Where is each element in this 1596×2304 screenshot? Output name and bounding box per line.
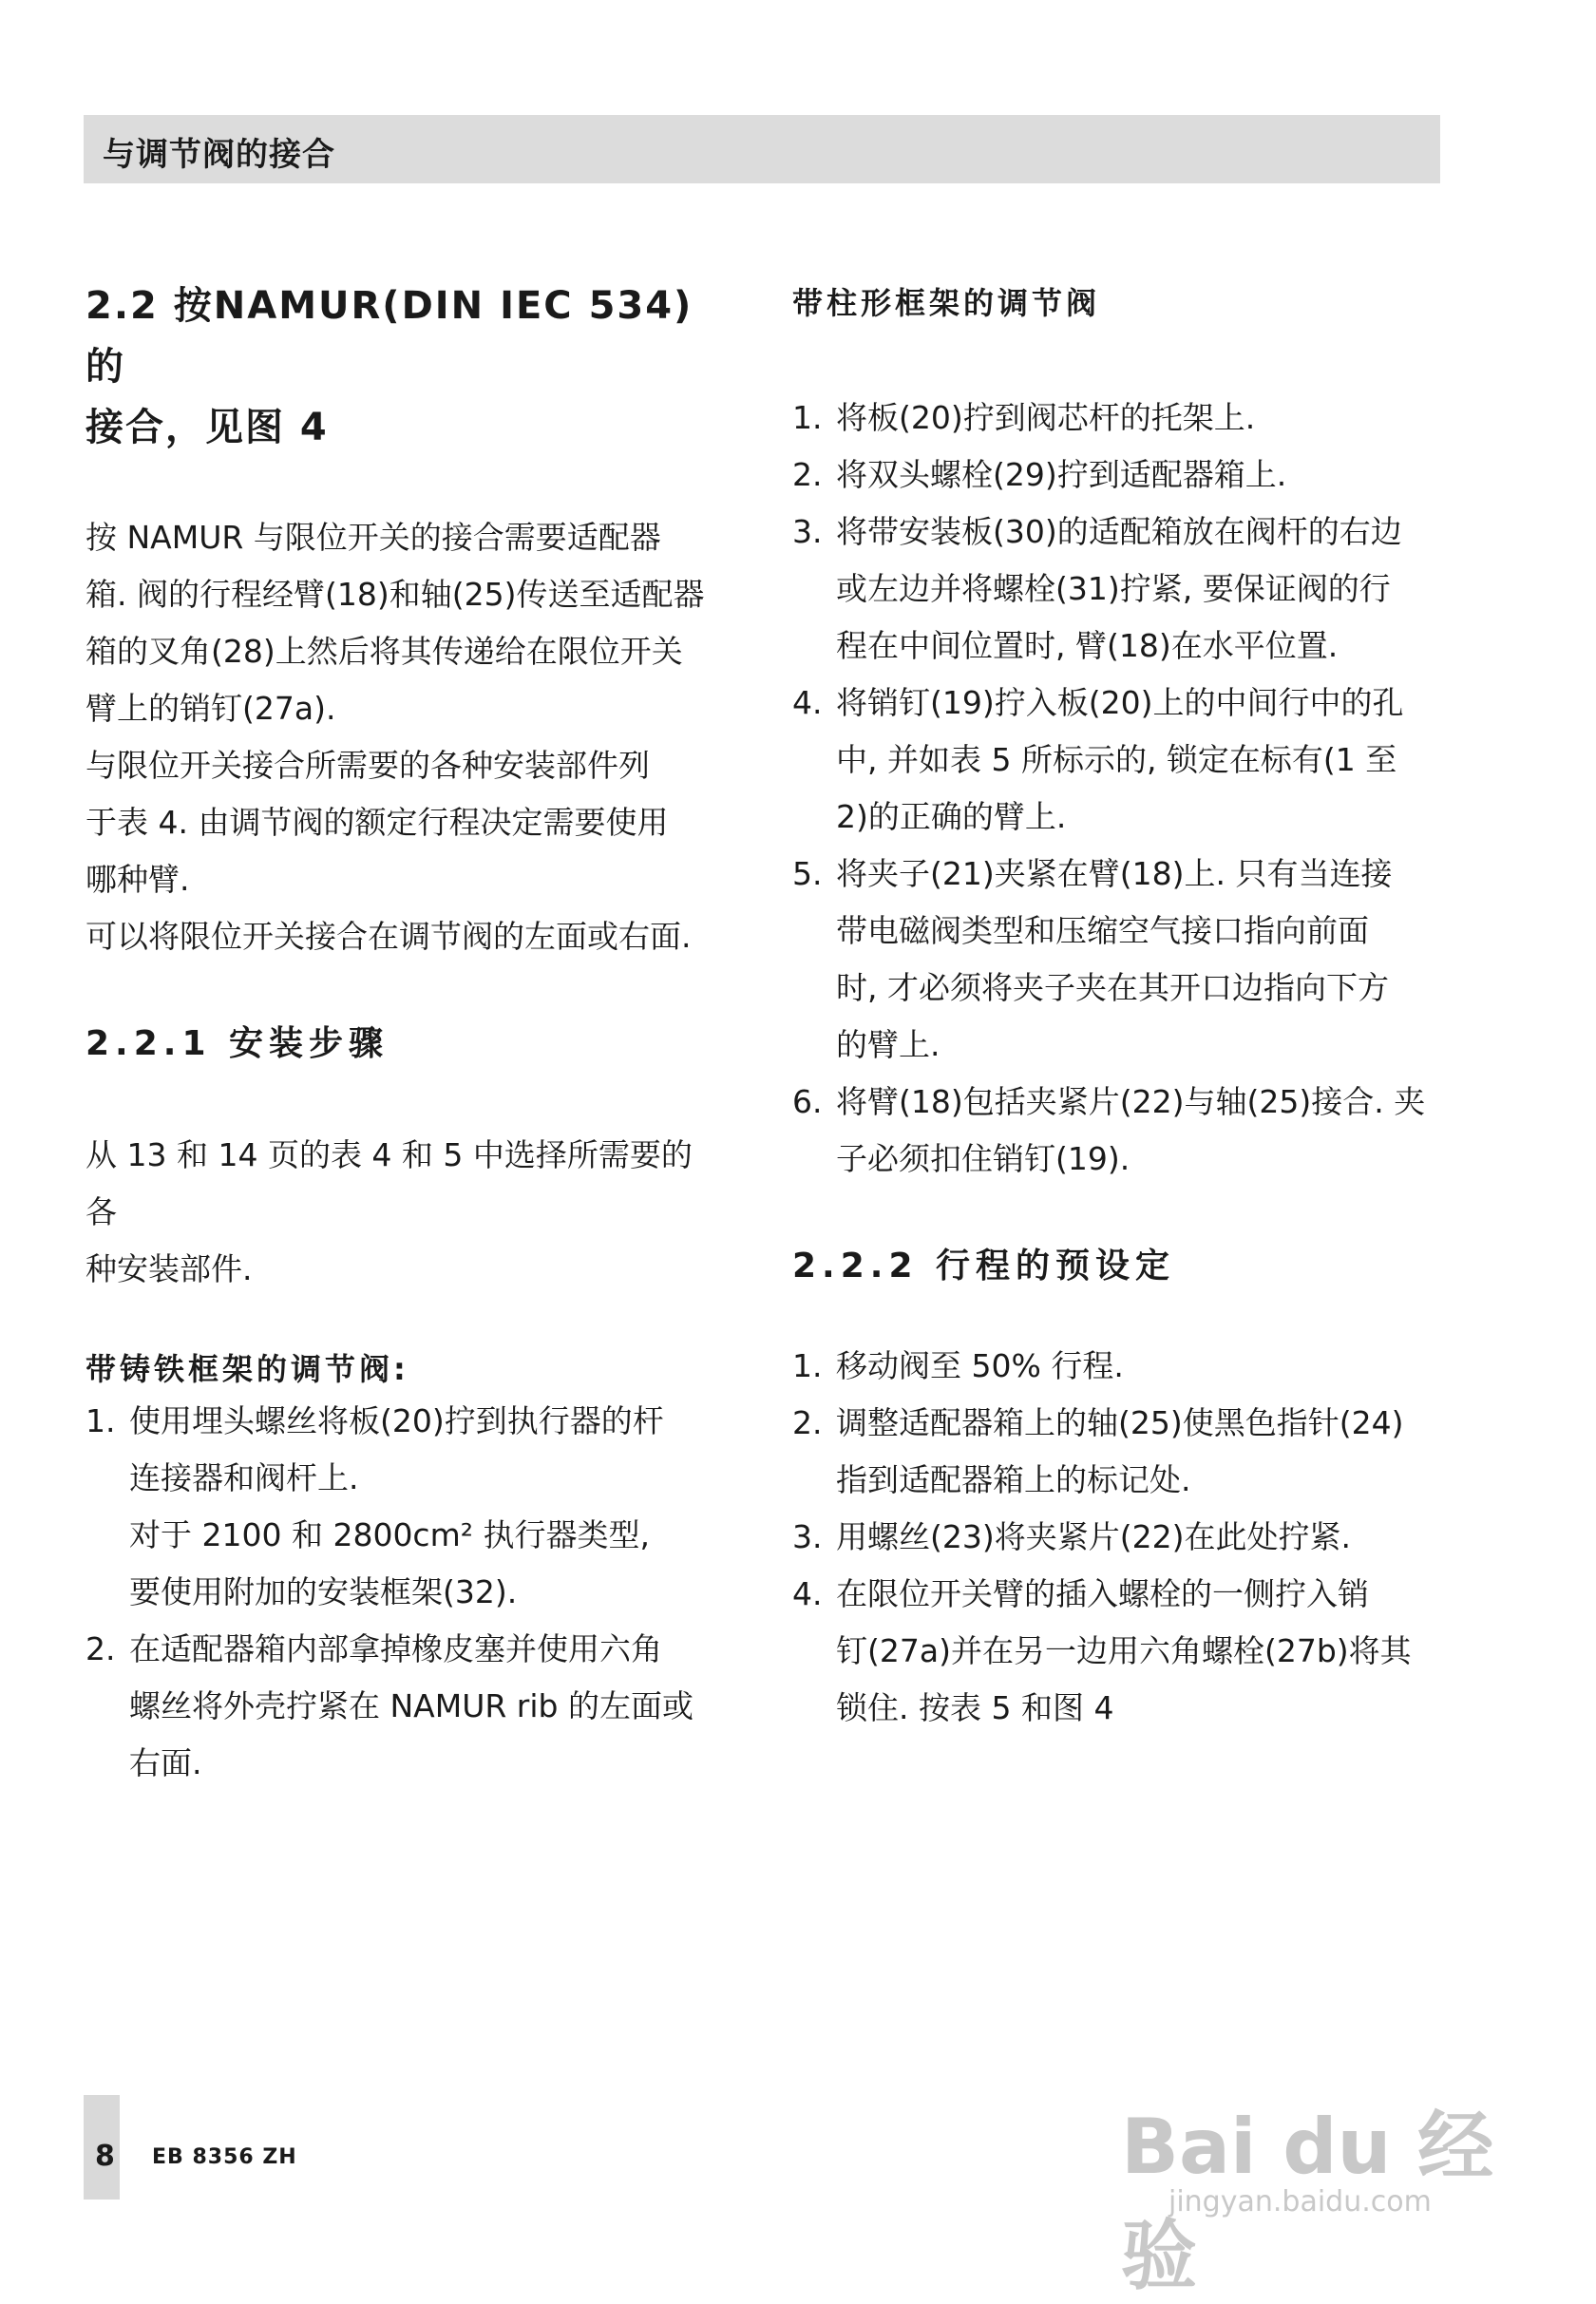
step-number: 1. — [792, 1347, 823, 1384]
watermark-url: jingyan.baidu.com — [1168, 2185, 1432, 2218]
step-number: 2. — [792, 1404, 823, 1441]
list-item — [792, 1509, 1448, 1566]
preset-steps — [792, 1338, 1448, 1737]
heading-line: 2.2 按NAMUR(DIN IEC 534)的 — [86, 284, 694, 389]
list-item — [792, 846, 1448, 1074]
text-line: 从 13 和 14 页的表 4 和 5 中选择所需要的各 — [86, 1136, 693, 1230]
step-line: 带电磁阀类型和压缩空气接口指向前面 — [836, 912, 1369, 949]
step-line: 要使用附加的安装框架(32). — [129, 1573, 518, 1610]
step-line: 将臂(18)包括夹紧片(22)与轴(25)接合. 夹 — [836, 1083, 1426, 1120]
watermark-logo: Bai du 经验 — [1121, 2103, 1494, 2300]
step-line: 连接器和阀杆上. — [129, 1459, 359, 1496]
text-line: 于表 4. 由调节阀的额定行程决定需要使用 — [86, 804, 669, 841]
step-number: 1. — [792, 399, 823, 436]
step-line: 螺丝将外壳拧紧在 NAMUR rib 的左面或 — [129, 1687, 694, 1724]
step-line: 将板(20)拧到阀芯杆的托架上. — [836, 399, 1256, 436]
text-line: 种安装部件. — [86, 1250, 253, 1287]
document-code: EB 8356 ZH — [152, 2145, 297, 2169]
list-item — [792, 675, 1448, 846]
right-column — [792, 276, 1448, 1737]
step-line: 对于 2100 和 2800cm² 执行器类型, — [129, 1516, 650, 1553]
list-item — [792, 1395, 1448, 1509]
list-item — [86, 1621, 722, 1792]
intro-paragraph — [86, 509, 722, 737]
step-line: 右面. — [129, 1744, 202, 1781]
step-line: 中, 并如表 5 所标示的, 锁定在标有(1 至 — [836, 741, 1397, 778]
page-number: 8 — [95, 2140, 115, 2173]
select-parts-paragraph — [86, 1127, 722, 1298]
step-line: 使用埋头螺丝将板(20)拧到执行器的杆 — [129, 1402, 664, 1439]
step-number: 1. — [86, 1402, 116, 1439]
step-line: 钉(27a)并在另一边用六角螺栓(27b)将其 — [836, 1632, 1412, 1669]
text-line: 箱. 阀的行程经臂(18)和轴(25)传送至适配器 — [86, 576, 705, 613]
step-number: 2. — [792, 456, 823, 493]
section-2-2-2-heading: 2.2.2 行程的预设定 — [792, 1247, 1176, 1285]
step-line: 移动阀至 50% 行程. — [836, 1347, 1124, 1384]
step-line: 锁住. 按表 5 和图 4 — [836, 1689, 1114, 1726]
list-item — [792, 447, 1448, 504]
step-number: 3. — [792, 513, 823, 550]
step-line: 在适配器箱内部拿掉橡皮塞并使用六角 — [129, 1630, 662, 1667]
list-item — [792, 504, 1448, 675]
step-line: 程在中间位置时, 臂(18)在水平位置. — [836, 627, 1339, 664]
step-line: 的臂上. — [836, 1026, 940, 1063]
watermark — [1121, 2085, 1520, 2300]
cast-iron-steps — [86, 1393, 722, 1792]
text-line: 按 NAMUR 与限位开关的接合需要适配器 — [86, 519, 661, 556]
list-item — [86, 1393, 722, 1621]
text-line: 哪种臂. — [86, 861, 190, 898]
parts-paragraph — [86, 737, 722, 908]
section-header-title: 与调节阀的接合 — [103, 136, 335, 174]
list-item — [792, 1566, 1448, 1737]
step-number: 5. — [792, 855, 823, 892]
mount-side-paragraph: 可以将限位开关接合在调节阀的左面或右面. — [86, 918, 692, 955]
step-line: 用螺丝(23)将夹紧片(22)在此处拧紧. — [836, 1518, 1351, 1555]
cast-iron-frame-heading: 带铸铁框架的调节阀: — [86, 1351, 409, 1387]
step-line: 将销钉(19)拧入板(20)上的中间行中的孔 — [836, 684, 1404, 721]
step-line: 或左边并将螺栓(31)拧紧, 要保证阀的行 — [836, 570, 1391, 607]
section-header-bar — [84, 115, 1440, 183]
step-line: 将双头螺栓(29)拧到适配器箱上. — [836, 456, 1287, 493]
step-line: 子必须扣住销钉(19). — [836, 1140, 1130, 1177]
step-line: 2)的正确的臂上. — [836, 798, 1067, 835]
section-2-2-1-heading: 2.2.1 安装步骤 — [86, 1024, 390, 1063]
section-2-2-heading — [86, 276, 722, 458]
text-line: 与限位开关接合所需要的各种安装部件列 — [86, 747, 650, 784]
step-line: 指到适配器箱上的标记处. — [836, 1461, 1191, 1498]
step-number: 3. — [792, 1518, 823, 1555]
left-column — [86, 276, 722, 1792]
list-item — [792, 1074, 1448, 1188]
column-frame-steps — [792, 390, 1448, 1188]
step-line: 将夹子(21)夹紧在臂(18)上. 只有当连接 — [836, 855, 1393, 892]
step-number: 4. — [792, 1575, 823, 1612]
step-number: 2. — [86, 1630, 116, 1667]
text-line: 臂上的销钉(27a). — [86, 690, 336, 727]
step-line: 调整适配器箱上的轴(25)使黑色指针(24) — [836, 1404, 1404, 1441]
list-item — [792, 1338, 1448, 1395]
step-line: 将带安装板(30)的适配箱放在阀杆的右边 — [836, 513, 1402, 550]
heading-line: 接合，见图 4 — [86, 406, 329, 449]
text-line: 箱的叉角(28)上然后将其传递给在限位开关 — [86, 633, 683, 670]
step-line: 在限位开关臂的插入螺栓的一侧拧入销 — [836, 1575, 1369, 1612]
step-number: 6. — [792, 1083, 823, 1120]
step-number: 4. — [792, 684, 823, 721]
step-line: 时, 才必须将夹子夹在其开口边指向下方 — [836, 969, 1389, 1006]
column-frame-heading: 带柱形框架的调节阀 — [792, 285, 1101, 321]
list-item — [792, 390, 1448, 447]
